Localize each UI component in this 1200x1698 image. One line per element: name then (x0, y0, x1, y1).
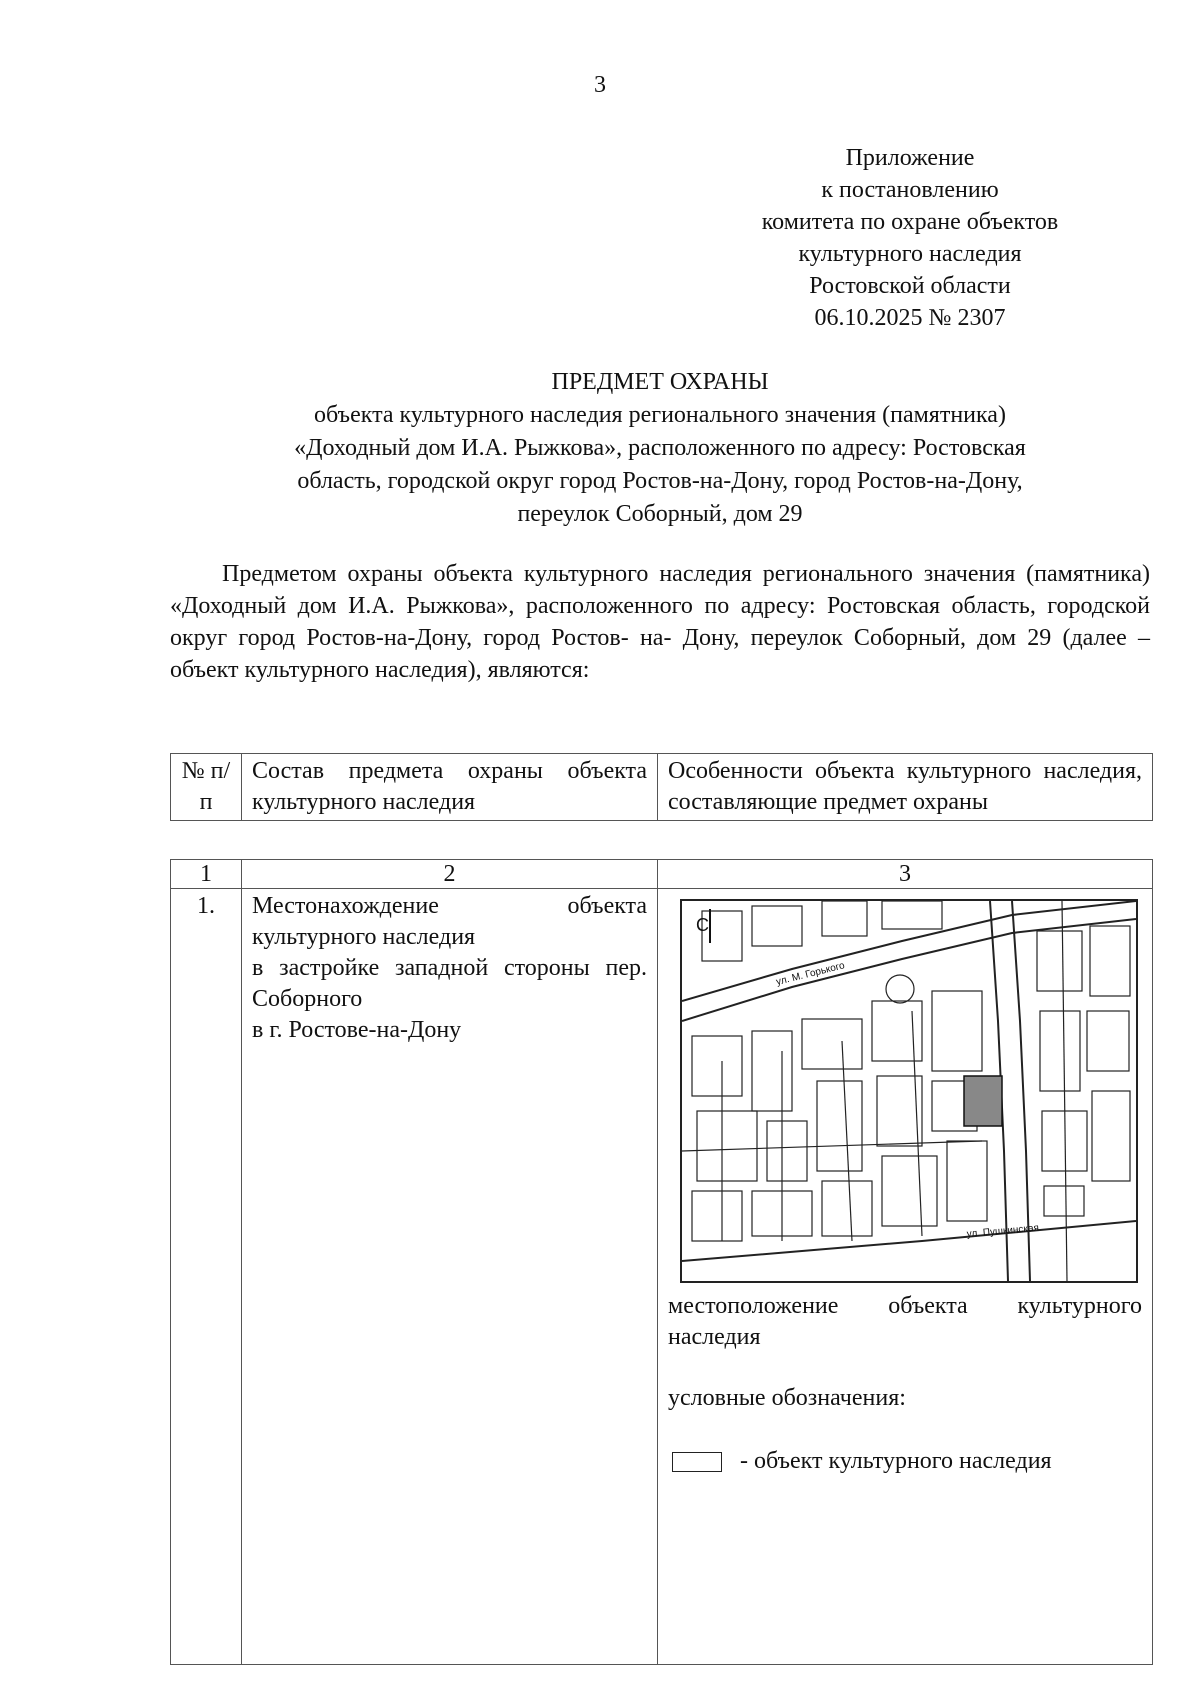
appendix-block (730, 142, 1090, 334)
title-heading: ПРЕДМЕТ ОХРАНЫ (551, 369, 769, 395)
header-features: Особенности объекта культурного наследия, составляющие предмет охраны (658, 754, 1153, 821)
map-legend (668, 1446, 1142, 1477)
appendix-date-number: 06.10.2025 № 2307 (814, 305, 1006, 331)
row-number: 1. (171, 889, 242, 1665)
composition-line: в г. Ростове-на-Дону (252, 1017, 462, 1043)
title-line: область, городской округ город Ростов-на-Дону, город Ростов-на-Дону, (297, 468, 1023, 494)
intro-paragraph (170, 558, 1150, 686)
appendix-line: Приложение (845, 145, 975, 171)
row-features (658, 889, 1153, 1665)
composition-line: Местонахождение объекта культурного наследия (252, 893, 647, 950)
header-num: № п/п (171, 754, 242, 821)
table-row (171, 889, 1153, 1665)
title-line: объекта культурного наследия регионального значения (памятника) (314, 402, 1006, 428)
row-composition (242, 889, 658, 1665)
composition-line: в застройке западной стороны пер. Соборного (252, 955, 647, 1012)
location-map (680, 899, 1138, 1283)
appendix-line: комитета по охране объектов (761, 209, 1059, 235)
column-number: 1 (171, 860, 242, 889)
legend-label: - объект культурного наследия (740, 1448, 1052, 1474)
protection-table (170, 859, 1153, 1665)
legend-title: условные обозначения: (668, 1385, 906, 1411)
page-number: 3 (594, 72, 606, 98)
map-image (682, 901, 1136, 1281)
street-label: ул. М. Горького (775, 960, 846, 988)
document-title (170, 366, 1150, 531)
legend-swatch-icon (672, 1452, 722, 1472)
title-line: «Доходный дом И.А. Рыжкова», расположенного по адресу: Ростовская (294, 435, 1026, 461)
appendix-line: к постановлению (821, 177, 999, 203)
appendix-line: культурного наследия (798, 241, 1022, 267)
title-line: переулок Соборный, дом 29 (517, 501, 803, 527)
table-header (170, 753, 1153, 821)
map-caption: местоположение объекта культурного наследия (668, 1293, 1142, 1350)
appendix-line: Ростовской области (809, 273, 1011, 299)
header-composition: Состав предмета охраны объекта культурного наследия (242, 754, 658, 821)
street-label: ул. Пушкинская (966, 1222, 1040, 1240)
north-marker: С (696, 915, 709, 935)
column-number: 2 (242, 860, 658, 889)
column-number: 3 (658, 860, 1153, 889)
intro-text: Предметом охраны объекта культурного наследия регионального значения (памятника) «Доходный дом И.А. Рыжкова», расположенного по адресу: Ростовская область, городской округ город Ростов-на-Дону, город Ростов- на- Дону, переулок Соборный, дом 29 (далее – объект культурного наследия), являются: (170, 561, 1150, 683)
column-number-row (171, 860, 1153, 889)
